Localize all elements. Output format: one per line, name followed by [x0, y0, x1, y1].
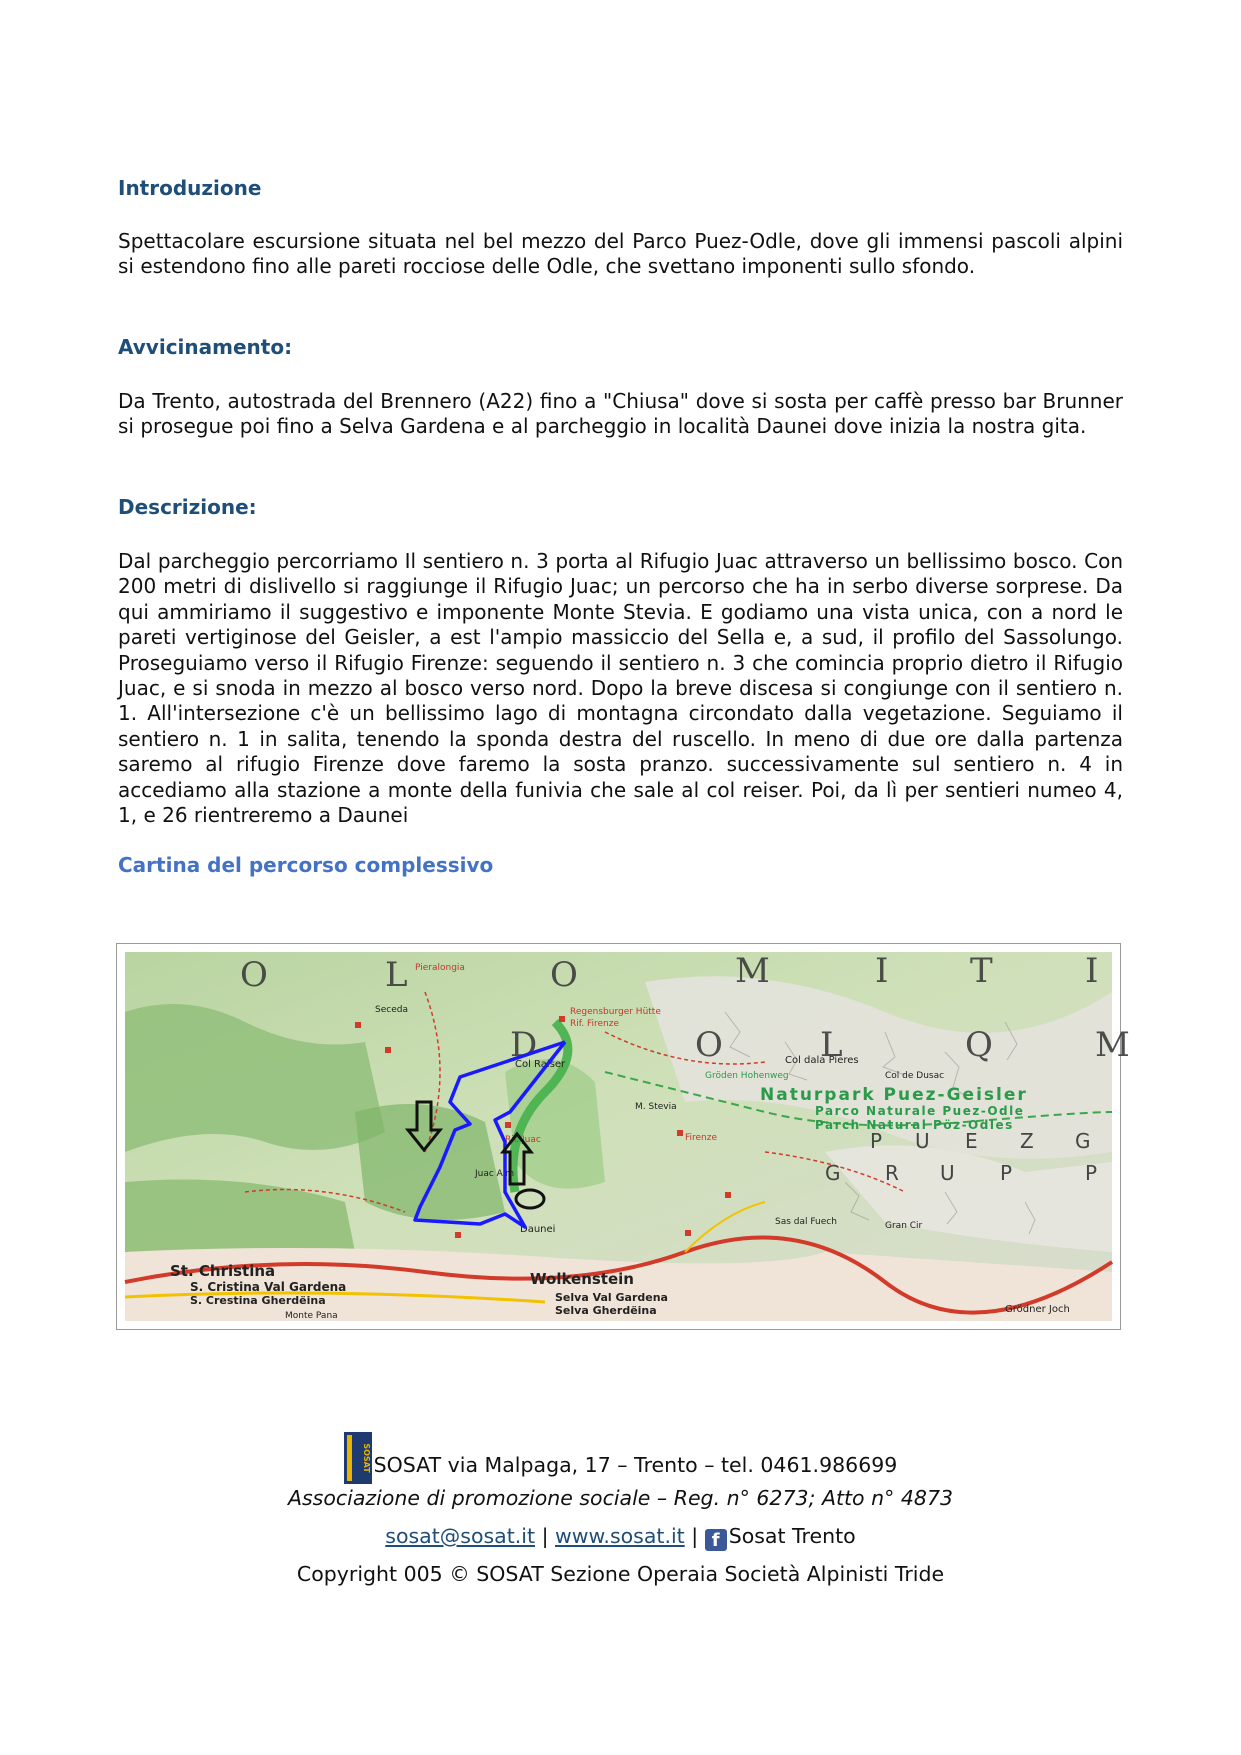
- footer-association: Associazione di promozione sociale – Reg. n° 6273; Atto n° 4873: [287, 1486, 954, 1510]
- separator: |: [541, 1524, 549, 1548]
- place-label: Firenze: [685, 1133, 718, 1143]
- place-label: St. Christina: [170, 1262, 276, 1280]
- place-label: Gran Cir: [885, 1221, 923, 1231]
- approach-paragraph: Da Trento, autostrada del Brennero (A22) fino a "Chiusa" dove si sosta per caffè presso bar Brunner si prosegue poi fino a Selva Gardena e al parcheggio in località Daunei dove inizia la nostra gita.: [118, 389, 1123, 439]
- place-label: Pieralongia: [415, 963, 465, 973]
- approach-heading: Avvicinamento:: [118, 335, 293, 359]
- footer-contacts: [0, 1524, 1241, 1551]
- park-label: Parch Natural Pöz-Odles: [815, 1118, 1014, 1132]
- group-letter: P: [870, 1129, 884, 1153]
- place-label: S. Crestina Gherdëina: [190, 1294, 326, 1307]
- map-letter: M: [735, 951, 770, 991]
- place-label: M. Stevia: [635, 1102, 677, 1112]
- map-letter: T: [970, 951, 993, 991]
- facebook-icon: f: [705, 1529, 727, 1551]
- map-letter: I: [875, 951, 889, 991]
- map-letter: O: [550, 955, 578, 995]
- place-label: Grödner Joch: [1005, 1304, 1070, 1315]
- group-letter: U: [915, 1129, 931, 1153]
- route-map: [116, 943, 1130, 1330]
- place-label: Juac Alm: [475, 1169, 515, 1179]
- map-letter: Q: [965, 1025, 993, 1065]
- place-label: Selva Gherdëina: [555, 1304, 657, 1317]
- place-label: Sas dal Fuech: [775, 1217, 837, 1227]
- place-label: Col dala Pieres: [785, 1055, 859, 1066]
- map-image: [125, 951, 1130, 1321]
- group-letter: E: [965, 1129, 979, 1153]
- park-label: Naturpark Puez-Geisler: [760, 1085, 1028, 1105]
- place-label: S. Cristina Val Gardena: [190, 1280, 347, 1294]
- group-letter: R: [885, 1161, 900, 1185]
- email-link[interactable]: sosat@sosat.it: [385, 1524, 536, 1548]
- place-label: Wolkenstein: [530, 1270, 634, 1288]
- map-letter: I: [1085, 951, 1099, 991]
- place-label: Seceda: [375, 1005, 408, 1015]
- group-letter: U: [940, 1161, 956, 1185]
- place-label: Col de Dusac: [885, 1071, 945, 1081]
- place-label: Rif. Firenze: [570, 1019, 620, 1029]
- separator: |: [691, 1524, 699, 1548]
- facebook-label[interactable]: Sosat Trento: [728, 1524, 856, 1548]
- map-letter: O: [695, 1025, 723, 1065]
- website-link[interactable]: www.sosat.it: [555, 1524, 685, 1548]
- place-label: Regensburger Hütte: [570, 1007, 661, 1017]
- map-letter: O: [240, 955, 268, 995]
- intro-paragraph: Spettacolare escursione situata nel bel mezzo del Parco Puez-Odle, dove gli immensi pascoli alpini si estendono fino alle pareti rocciose delle Odle, che svettano imponenti sullo sfondo.: [118, 229, 1123, 279]
- group-letter: P: [1085, 1161, 1099, 1185]
- place-label: Col Raiser: [515, 1059, 566, 1070]
- description-heading: Descrizione:: [118, 495, 257, 519]
- park-label: Parco Naturale Puez-Odle: [815, 1104, 1025, 1118]
- footer-address: SOSAT via Malpaga, 17 – Trento – tel. 0461.986699: [373, 1453, 898, 1477]
- place-label: Rif. Juac: [505, 1135, 541, 1145]
- group-letter: P: [1000, 1161, 1014, 1185]
- description-paragraph: Dal parcheggio percorriamo Il sentiero n. 3 porta al Rifugio Juac attraverso un bellissimo bosco. Con 200 metri di dislivello si raggiunge il Rifugio Juac; un percorso che ha in serbo diverse sorprese. Da qui ammiriamo il suggestivo e imponente Monte Stevia. E godiamo una vista unica, con a nord le pareti vertiginose del Geisler, a est l'ampio massiccio del Sella e, a sud, il profilo del Sassolungo. Proseguiamo verso il Rifugio Firenze: seguendo il sentiero n. 3 che comincia proprio dietro il Rifugio Juac, e si snoda in mezzo al bosco verso nord. Dopo la breve discesa si congiunge con il sentiero n. 1. All'intersezione c'è un bellissimo lago di montagna circondato dalla vegetazione. Seguiamo il sentiero n. 1 in salita, tenendo la sponda destra del ruscello. In meno di due ore dalla partenza saremo al rifugio Firenze dove faremo la sosta pranzo. successivamente sul sentiero n. 4 in accediamo alla stazione a monte della funivia che sale al col reiser. Poi, da lì per sentieri numeo 4, 1, e 26 rientreremo a Daunei: [118, 549, 1123, 828]
- svg-text:SOSAT: SOSAT: [361, 1443, 371, 1473]
- map-heading: Cartina del percorso complessivo: [118, 853, 494, 877]
- group-letter: G: [1075, 1129, 1092, 1153]
- intro-heading: Introduzione: [118, 176, 262, 200]
- group-letter: G: [825, 1161, 842, 1185]
- group-letter: Z: [1020, 1129, 1035, 1153]
- map-letter: L: [385, 955, 408, 995]
- map-letter: M: [1095, 1025, 1130, 1065]
- map-letter: L: [820, 1025, 843, 1065]
- place-label: Monte Pana: [285, 1311, 338, 1321]
- sosat-logo-icon: [344, 1432, 372, 1484]
- place-label: Daunei: [520, 1224, 556, 1235]
- footer-copyright: Copyright 005 © SOSAT Sezione Operaia Società Alpinisti Tride: [296, 1562, 945, 1586]
- place-label: Gröden Hohenweg: [705, 1071, 789, 1081]
- place-label: Selva Val Gardena: [555, 1291, 668, 1304]
- map-letter: D: [510, 1025, 538, 1065]
- footer-address-line: [0, 1432, 1241, 1484]
